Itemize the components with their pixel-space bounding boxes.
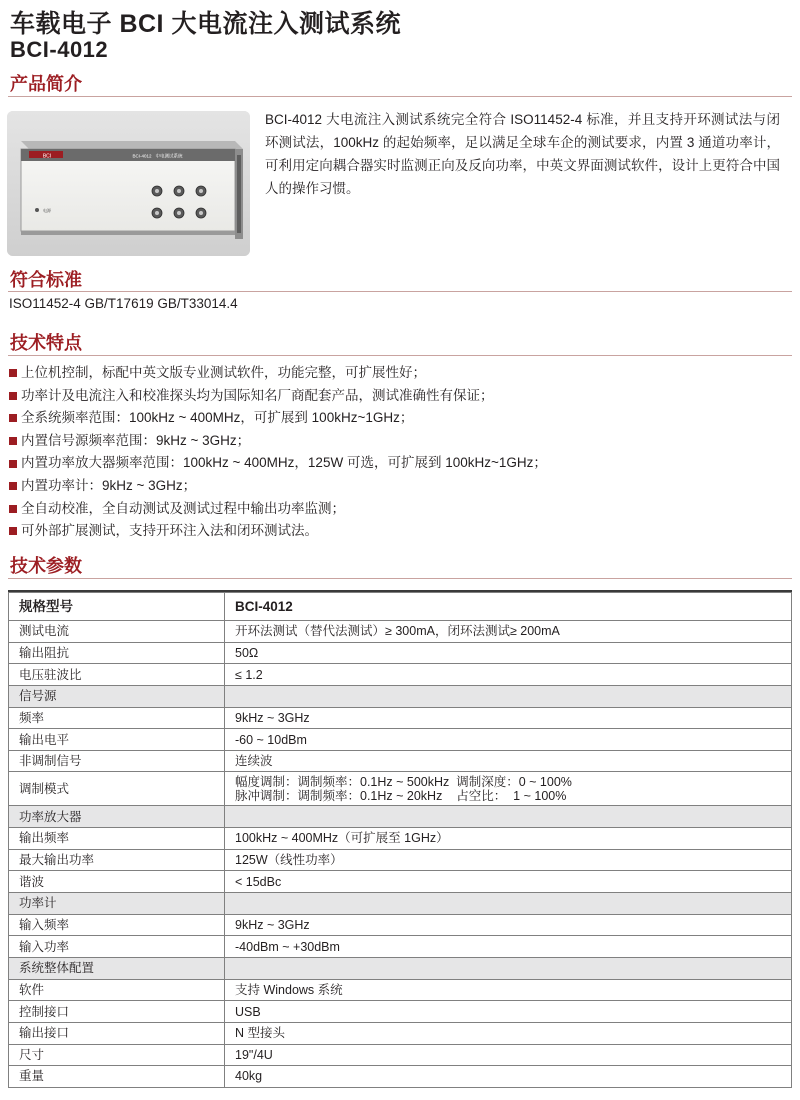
list-item: 功率计及电流注入和校准探头均为国际知名厂商配套产品，测试准确性有保证； [9,385,547,408]
section-divider [8,96,792,97]
list-item: 内置功率计：9kHz ~ 3GHz； [9,475,547,498]
table-row [9,936,792,958]
square-bullet-icon [9,505,17,513]
group-empty-cell [225,893,792,915]
square-bullet-icon [9,414,17,422]
row-label: 输出接口 [9,1022,225,1044]
row-label: 控制接口 [9,1001,225,1023]
table-row [9,1066,792,1088]
device-panel-title: BCI-4012 [132,153,152,159]
group-label: 信号源 [9,685,225,707]
row-label: 输出频率 [9,828,225,850]
row-label: 非调制信号 [9,750,225,772]
table-group-row [9,685,792,707]
spec-table [8,592,792,1088]
table-row [9,621,792,643]
section-divider [8,578,792,579]
list-item: 上位机控制，标配中英文版专业测试软件，功能完整，可扩展性好； [9,362,547,385]
row-value: 50Ω [225,642,792,664]
row-label: 尺寸 [9,1044,225,1066]
table-row [9,1022,792,1044]
table-row [9,707,792,729]
group-empty-cell [225,957,792,979]
intro-paragraph: BCI-4012 大电流注入测试系统完全符合 ISO11452-4 标准，并且支持开环测试法与闭环测试法，100kHz 的起始频率，足以满足全球车企的测试要求，内置 3 通道功率计，可利用定向耦合器实时监测正向及反向功率，中英文界面测试软件，设计上更符合中国人的操作习惯。 [265,112,780,196]
table-row [9,914,792,936]
device-logo-text: BCI [42,153,52,160]
row-label: 输入频率 [9,914,225,936]
group-empty-cell [225,685,792,707]
row-value: 125W（线性功率） [225,849,792,871]
table-group-row [9,806,792,828]
row-value [225,772,792,806]
row-value: 连续波 [225,750,792,772]
page-title: 车载电子 BCI 大电流注入测试系统 [10,10,401,38]
section-heading-params: 技术参数 [10,556,82,576]
header-cell-label: 规格型号 [9,593,225,621]
device-panel-subtitle: 中电测试系统 [155,153,183,159]
row-value: 开环法测试（替代法测试）≥ 300mA，闭环法测试≥ 200mA [225,621,792,643]
row-value: -60 ~ 10dBm [225,729,792,751]
square-bullet-icon [9,482,17,490]
table-header-row [9,593,792,621]
row-value: N 型接头 [225,1022,792,1044]
square-bullet-icon [9,437,17,445]
table-row [9,1001,792,1023]
row-value-line: 脉冲调制：调制频率：0.1Hz ~ 20kHz 占空比： 1 ~ 100% [235,788,567,803]
list-item: 内置信号源频率范围：9kHz ~ 3GHz； [9,430,547,453]
product-image [7,111,250,256]
row-value: -40dBm ~ +30dBm [225,936,792,958]
list-item: 全系统频率范围：100kHz ~ 400MHz，可扩展到 100kHz~1GHz； [9,407,547,430]
standards-list: ISO11452-4 GB/T17619 GB/T33014.4 [9,296,238,311]
row-value: ≤ 1.2 [225,664,792,686]
table-row [9,772,792,806]
table-group-row [9,893,792,915]
group-label: 功率放大器 [9,806,225,828]
row-label: 输出电平 [9,729,225,751]
section-divider [8,291,792,292]
table-row [9,849,792,871]
model-number: BCI-4012 [10,37,109,62]
group-label: 系统整体配置 [9,957,225,979]
table-row [9,871,792,893]
row-value: 9kHz ~ 3GHz [225,707,792,729]
row-value: 19"/4U [225,1044,792,1066]
table-row [9,979,792,1001]
row-label: 频率 [9,707,225,729]
row-label: 重量 [9,1066,225,1088]
table-row [9,642,792,664]
row-label: 软件 [9,979,225,1001]
table-group-row [9,957,792,979]
row-label: 电压驻波比 [9,664,225,686]
row-value: 9kHz ~ 3GHz [225,914,792,936]
table-row [9,664,792,686]
device-power-label: 电源 [43,208,51,213]
row-label: 谐波 [9,871,225,893]
row-label: 输入功率 [9,936,225,958]
row-value: 40kg [225,1066,792,1088]
row-label: 测试电流 [9,621,225,643]
row-value: 支持 Windows 系统 [225,979,792,1001]
list-item: 可外部扩展测试，支持开环注入法和闭环测试法。 [9,520,547,543]
header-cell-value: BCI-4012 [225,593,792,621]
row-label: 调制模式 [9,772,225,806]
table-row [9,1044,792,1066]
group-empty-cell [225,806,792,828]
list-item: 内置功率放大器频率范围：100kHz ~ 400MHz，125W 可选，可扩展到 100kHz~1GHz； [9,452,547,475]
table-row [9,729,792,751]
row-value: 100kHz ~ 400MHz（可扩展至 1GHz） [225,828,792,850]
table-row [9,828,792,850]
section-heading-intro: 产品简介 [10,74,82,94]
row-label: 输出阻抗 [9,642,225,664]
square-bullet-icon [9,392,17,400]
table-row [9,750,792,772]
section-heading-features: 技术特点 [10,333,82,353]
row-label: 最大输出功率 [9,849,225,871]
section-divider [8,355,792,356]
feature-list [9,362,547,543]
row-value: USB [225,1001,792,1023]
group-label: 功率计 [9,893,225,915]
row-value-line: 幅度调制：调制频率：0.1Hz ~ 500kHz 调制深度：0 ~ 100% [235,774,572,789]
square-bullet-icon [9,527,17,535]
square-bullet-icon [9,460,17,468]
section-heading-standards: 符合标准 [10,270,82,290]
row-value: < 15dBc [225,871,792,893]
square-bullet-icon [9,369,17,377]
list-item: 全自动校准，全自动测试及测试过程中输出功率监测； [9,498,547,521]
